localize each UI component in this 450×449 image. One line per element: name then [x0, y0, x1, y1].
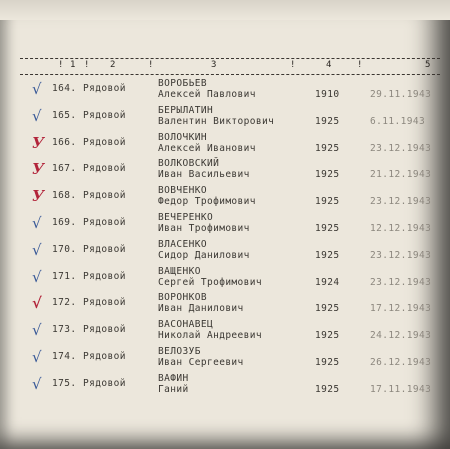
header-bottom-rule	[20, 74, 440, 75]
birth-year-cell: 1925	[315, 196, 340, 208]
check-mark: √	[32, 240, 42, 259]
birth-year-cell: 1925	[315, 249, 340, 261]
birth-year-cell: 1925	[315, 357, 340, 368]
table-row	[0, 294, 450, 320]
given-name-cell: Иван Сергеевич	[158, 357, 244, 368]
rank-cell: Рядовой	[83, 83, 126, 94]
column-header-4: 4	[326, 60, 332, 70]
date-cell: 23.12.1943	[370, 196, 432, 208]
surname-cell: ВОЛОЧКИН	[158, 131, 207, 143]
birth-year-cell: 1910	[315, 89, 340, 100]
surname-cell: ВОЛКОВСКИЙ	[158, 158, 220, 170]
rank-cell: Рядовой	[83, 297, 126, 309]
column-header-1: 1	[70, 60, 76, 70]
surname-cell: ВОВЧЕНКО	[158, 185, 207, 197]
birth-year-cell: 1925	[315, 303, 340, 315]
date-cell: 23.12.1943	[370, 249, 432, 261]
given-name-cell: Валентин Викторович	[158, 115, 275, 127]
given-name-cell: Сергей Трофимович	[158, 276, 263, 288]
date-cell: 26.12.1943	[370, 357, 432, 368]
column-separator: !	[84, 60, 90, 70]
check-mark: У	[32, 187, 45, 206]
surname-cell: ВАФИН	[158, 372, 189, 384]
check-mark: У	[32, 160, 45, 179]
surname-cell: ВАЩЕНКО	[158, 265, 201, 277]
rank-cell: Рядовой	[83, 163, 126, 175]
date-cell: 21.12.1943	[370, 169, 432, 181]
surname-cell: ВОРОБЬЕВ	[158, 78, 207, 89]
record-number: 174.	[52, 351, 77, 362]
record-number: 172.	[52, 297, 77, 309]
check-mark: √	[32, 294, 42, 313]
page-top-edge	[0, 0, 450, 20]
given-name-cell: Николай Андреевич	[158, 330, 263, 342]
birth-year-cell: 1925	[315, 223, 340, 234]
birth-year-cell: 1925	[315, 383, 340, 395]
date-cell: 6.11.1943	[370, 115, 426, 127]
rank-cell: Рядовой	[83, 270, 126, 282]
check-mark: У	[32, 133, 45, 152]
table-row	[0, 131, 450, 160]
column-separator: !	[290, 60, 296, 70]
column-header-3: 3	[211, 60, 217, 70]
record-number: 164.	[52, 83, 77, 94]
table-row	[0, 104, 450, 133]
given-name-cell: Иван Васильевич	[158, 169, 250, 181]
table-row	[0, 214, 450, 240]
record-number: 170.	[52, 243, 77, 255]
table-row	[0, 321, 450, 347]
rank-cell: Рядовой	[83, 351, 126, 362]
record-number: 173.	[52, 324, 77, 336]
birth-year-cell: 1925	[315, 169, 340, 181]
birth-year-cell: 1924	[315, 276, 340, 288]
given-name-cell: Алексей Иванович	[158, 142, 256, 154]
table-row	[0, 265, 450, 294]
date-cell: 17.12.1943	[370, 303, 432, 315]
surname-cell: ВЕЛОЗУБ	[158, 346, 201, 357]
date-cell: 29.11.1943	[370, 89, 432, 100]
rank-cell: Рядовой	[83, 324, 126, 336]
check-mark: √	[32, 214, 42, 232]
rank-cell: Рядовой	[83, 217, 126, 228]
column-header-2: 2	[110, 60, 116, 70]
column-separator: !	[148, 60, 154, 70]
column-separator: !	[357, 60, 363, 70]
check-mark: √	[32, 267, 42, 286]
record-number: 175.	[52, 377, 77, 389]
record-number: 165.	[52, 109, 77, 121]
surname-cell: БЕРЫЛАТИН	[158, 104, 214, 116]
given-name-cell: Иван Трофимович	[158, 223, 250, 234]
record-number: 168.	[52, 190, 77, 202]
table-row	[0, 160, 450, 186]
header-top-rule	[20, 58, 440, 59]
table-row	[0, 238, 450, 267]
record-number: 171.	[52, 270, 77, 282]
rank-cell: Рядовой	[83, 377, 126, 389]
birth-year-cell: 1925	[315, 142, 340, 154]
record-number: 167.	[52, 163, 77, 175]
surname-cell: ВЕЧЕРЕНКО	[158, 212, 214, 223]
rank-cell: Рядовой	[83, 243, 126, 255]
birth-year-cell: 1925	[315, 330, 340, 342]
check-mark: √	[32, 321, 42, 340]
check-mark: √	[32, 80, 42, 98]
birth-year-cell: 1925	[315, 115, 340, 127]
surname-cell: ВАСОНАВЕЦ	[158, 319, 214, 331]
date-cell: 23.12.1943	[370, 276, 432, 288]
date-cell: 24.12.1943	[370, 330, 432, 342]
given-name-cell: Ганий	[158, 383, 189, 395]
date-cell: 23.12.1943	[370, 142, 432, 154]
given-name-cell: Сидор Данилович	[158, 249, 250, 261]
column-separator: !	[58, 60, 64, 70]
record-number: 169.	[52, 217, 77, 228]
date-cell: 17.11.1943	[370, 383, 432, 395]
surname-cell: ВЛАСЕНКО	[158, 238, 207, 250]
check-mark: √	[32, 106, 42, 125]
date-cell: 12.12.1943	[370, 223, 432, 234]
check-mark: √	[32, 374, 42, 393]
table-row	[0, 80, 450, 106]
given-name-cell: Иван Данилович	[158, 303, 244, 315]
rank-cell: Рядовой	[83, 136, 126, 148]
record-number: 166.	[52, 136, 77, 148]
given-name-cell: Алексей Павлович	[158, 89, 256, 100]
table-row	[0, 372, 450, 401]
table-row	[0, 348, 450, 374]
check-mark: √	[32, 348, 42, 366]
rank-cell: Рядовой	[83, 109, 126, 121]
column-header-5: 5	[425, 60, 431, 70]
surname-cell: ВОРОНКОВ	[158, 292, 207, 304]
rank-cell: Рядовой	[83, 190, 126, 202]
given-name-cell: Федор Трофимович	[158, 196, 256, 208]
table-row	[0, 187, 450, 213]
